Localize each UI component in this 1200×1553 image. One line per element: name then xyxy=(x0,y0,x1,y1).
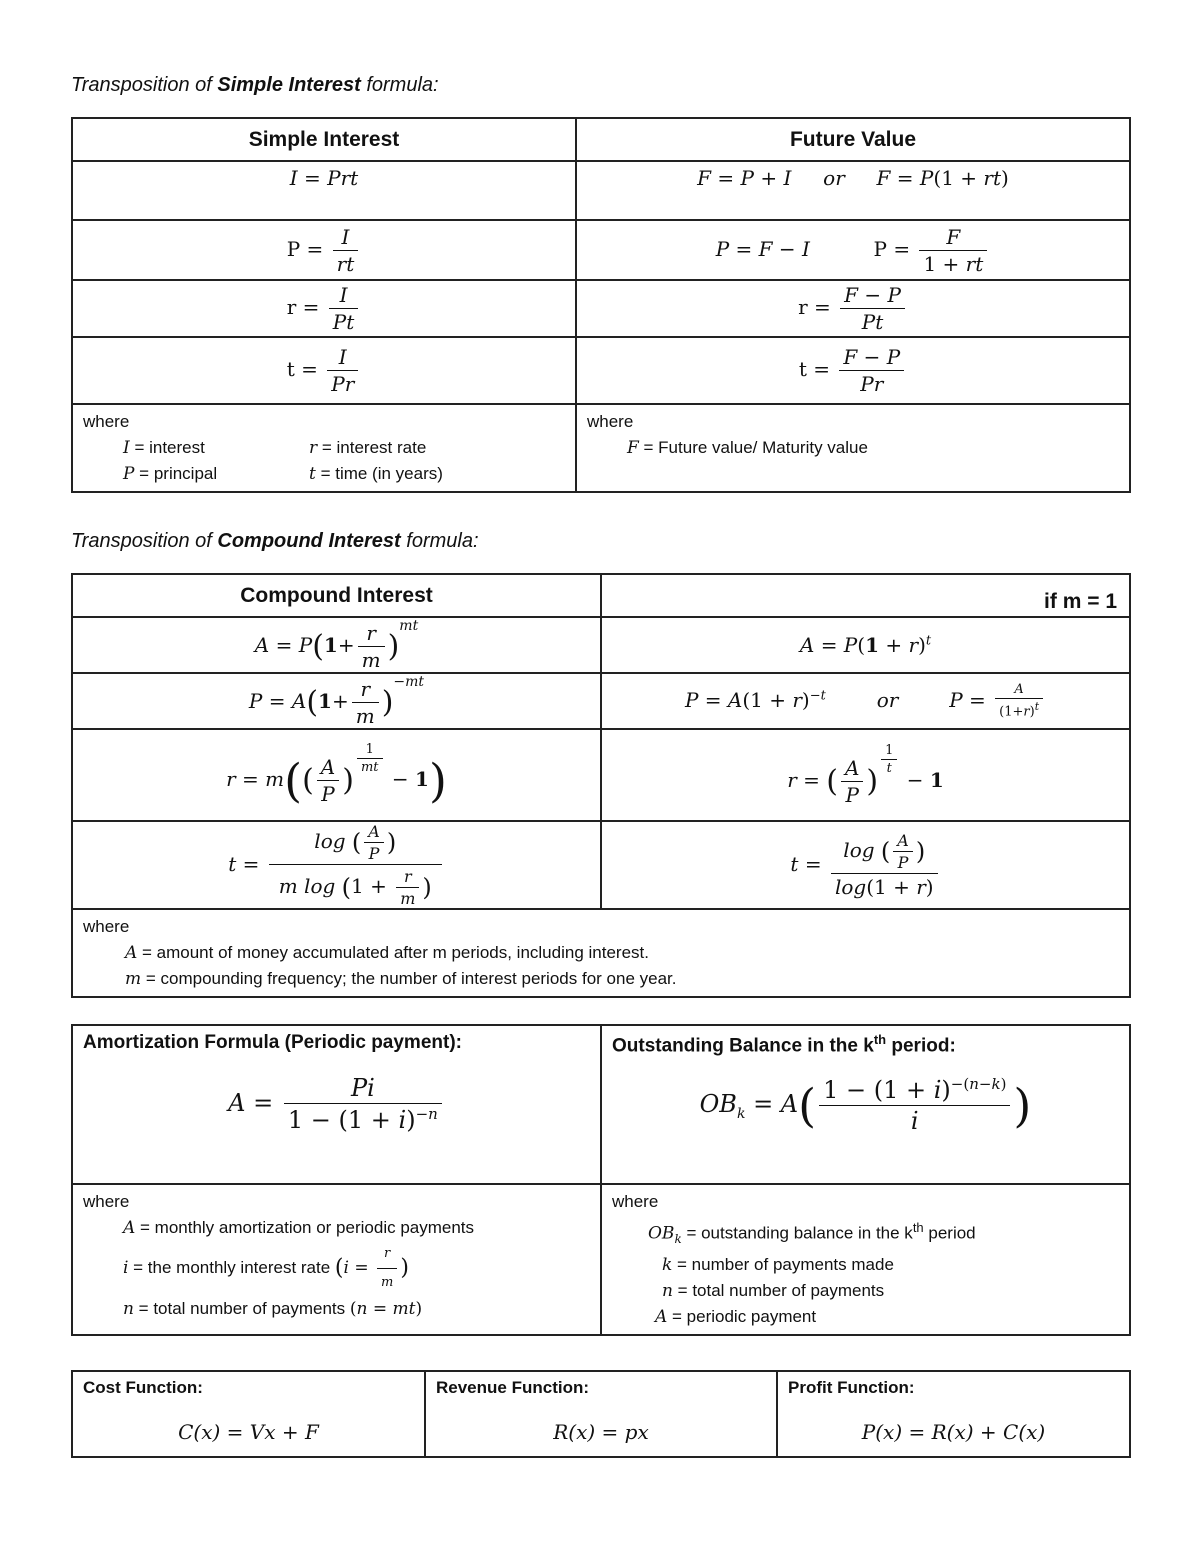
formula-principal-simple: P = $\frac{I}{rt}$ xyxy=(72,220,576,280)
formula-time-future: t = $\frac{F - P}{Pr}$ xyxy=(576,337,1130,404)
formula-future-value: F = P + I or F = P(1 + rt) xyxy=(576,161,1130,220)
outstanding-balance-formula: $OB_k = A$( $\frac{1 - (1 + i)^{-(n-k)}}{i}$ ) xyxy=(699,1075,1032,1136)
amortization-definitions: where A = monthly amortization or periodic payments i = the monthly interest rate (i = $\frac{r}{m}$ ) n = total number of payments (n = mt) xyxy=(72,1184,601,1335)
outstanding-balance-box xyxy=(601,1025,1130,1184)
amortization-title: Amortization Formula (Periodic payment): xyxy=(83,1032,462,1053)
cost-function-title: Cost Function: xyxy=(83,1378,203,1397)
cost-function-box xyxy=(72,1371,425,1457)
functions-table xyxy=(71,1370,1131,1458)
compound-interest-heading: Transposition of Compound Interest formula: xyxy=(71,530,479,552)
revenue-function-title: Revenue Function: xyxy=(436,1378,590,1397)
compound-interest-definitions: where A = amount of money accumulated after m periods, including interest. m = compounding frequency; the number of interest periods for one year. xyxy=(72,909,1130,997)
compound-interest-header: Compound Interest xyxy=(72,574,601,617)
amortization-formula: A = $\frac{Pi}{1 - (1 + i)^{-n}}$ xyxy=(83,1074,590,1134)
simple-interest-definitions: where I = interest P = principal r = interest rate t = time (in years) xyxy=(72,404,576,492)
future-value-definitions: where F = Future value/ Maturity value xyxy=(576,404,1130,492)
amortization-table xyxy=(71,1024,1131,1336)
formula-compound-time-m1: t = log ( $\frac{A}{P}$ ) log(1 + r) xyxy=(601,821,1130,909)
future-value-header: Future Value xyxy=(576,118,1130,161)
revenue-function-formula: R(x) = px xyxy=(553,1420,649,1444)
formula-simple-interest: I = Prt xyxy=(72,161,576,220)
profit-function-title: Profit Function: xyxy=(788,1378,915,1397)
outstanding-balance-title: Outstanding Balance in the $k^{th}$ period: xyxy=(612,1032,956,1057)
formula-rate-simple: r = $\frac{I}{Pt}$ xyxy=(72,280,576,337)
revenue-function-box xyxy=(425,1371,777,1457)
simple-interest-table xyxy=(71,117,1131,493)
profit-function-formula: P(x) = R(x) + C(x) xyxy=(861,1420,1046,1444)
cost-function-formula: C(x) = Vx + F xyxy=(178,1420,319,1444)
formula-time-simple: t = $\frac{I}{Pr}$ xyxy=(72,337,576,404)
formula-compound-rate: r = m(( $\frac{A}{P}$ ) $^{\frac{1}{mt}}$ − 1) xyxy=(72,729,601,821)
outstanding-balance-definitions: where $OB_k$ = outstanding balance in the $k^{th}$ period k = number of payments made n = total number of payments A = periodic payment xyxy=(601,1184,1130,1335)
formula-compound-amount-m1: $A = P(1 + r)^t$ xyxy=(601,617,1130,673)
amortization-formula-box xyxy=(72,1025,601,1184)
formula-compound-amount: A = P(1+ $\frac{r}{m}$ )$^{mt}$ xyxy=(72,617,601,673)
simple-interest-heading: Transposition of Simple Interest formula: xyxy=(71,74,439,96)
formula-compound-rate-m1: r = ( $\frac{A}{P}$ ) $^{\frac{1}{t}}$ − 1 xyxy=(601,729,1130,821)
formula-compound-principal-m1: $P = A(1 + r)^{-t}$ or P = $\frac{A}{(1+r)^t}$ xyxy=(601,673,1130,729)
formula-compound-principal: P = A(1+ $\frac{r}{m}$ )$^{-mt}$ xyxy=(72,673,601,729)
formula-compound-time: t = log ( $\frac{A}{P}$ ) m log (1 + $\frac{r}{m}$ ) xyxy=(72,821,601,909)
simple-interest-header: Simple Interest xyxy=(72,118,576,161)
if-m-equals-1-header: if m = 1 xyxy=(601,574,1130,617)
compound-interest-table xyxy=(71,573,1131,998)
profit-function-box xyxy=(777,1371,1130,1457)
formula-rate-future: r = $\frac{F - P}{Pt}$ xyxy=(576,280,1130,337)
formula-principal-future: P = F − I P = $\frac{F}{1 + rt}$ xyxy=(576,220,1130,280)
